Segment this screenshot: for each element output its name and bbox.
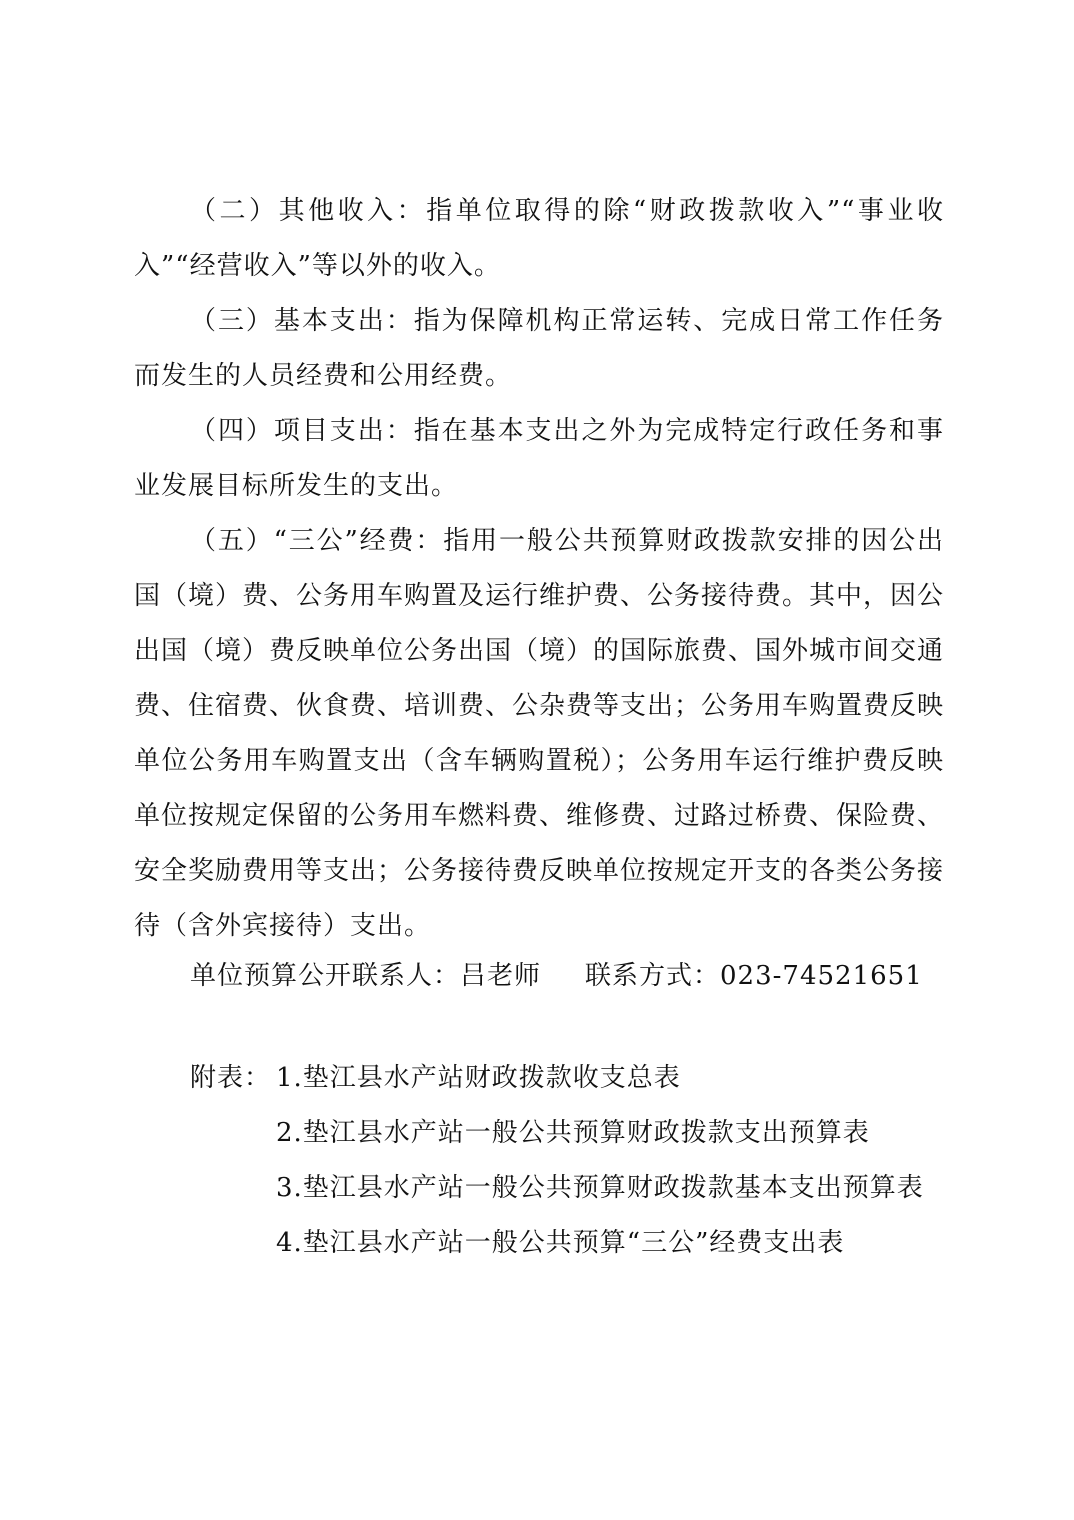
attachments-label: 附表：	[190, 1063, 272, 1093]
paragraph-other-income: （二）其他收入：指单位取得的除“财政拨款收入”“事业收入”“经营收入”等以外的收入。	[134, 196, 944, 281]
attachment-item: 1.垫江县水产站财政拨款收支总表	[276, 1063, 681, 1093]
paragraph-basic-expenditure: （三）基本支出：指为保障机构正常运转、完成日常工作任务而发生的人员经费和公用经费。	[134, 306, 944, 391]
attachment-row	[190, 1106, 950, 1161]
body-text	[134, 184, 944, 954]
attachment-item: 2.垫江县水产站一般公共预算财政拨款支出预算表	[276, 1118, 870, 1148]
contact-method: 联系方式：023-74521651	[585, 961, 923, 991]
attachments-label-spacer	[190, 1216, 276, 1271]
contact-person: 单位预算公开联系人：吕老师	[190, 961, 542, 991]
attachment-row	[190, 1051, 950, 1106]
attachment-item: 3.垫江县水产站一般公共预算财政拨款基本支出预算表	[276, 1173, 924, 1203]
attachment-item: 4.垫江县水产站一般公共预算“三公”经费支出表	[276, 1228, 845, 1258]
paragraph-three-public-expenses: （五）“三公”经费：指用一般公共预算财政拨款安排的因公出国（境）费、公务用车购置及运行维护费、公务接待费。其中，因公出国（境）费反映单位公务出国（境）的国际旅费、国外城市间交通费、住宿费、伙食费、培训费、公杂费等支出；公务用车购置费反映单位公务用车购置支出（含车辆购置税）；公务用车运行维护费反映单位按规定保留的公务用车燃料费、维修费、过路过桥费、保险费、安全奖励费用等支出；公务接待费反映单位按规定开支的各类公务接待（含外宾接待）支出。	[134, 526, 945, 941]
contact-line	[190, 949, 923, 1004]
paragraph-project-expenditure: （四）项目支出：指在基本支出之外为完成特定行政任务和事业发展目标所发生的支出。	[134, 416, 944, 501]
attachments-label-spacer	[190, 1106, 276, 1161]
attachments-list	[190, 1051, 950, 1271]
attachment-row	[190, 1161, 950, 1216]
attachments-label-spacer	[190, 1161, 276, 1216]
attachment-row	[190, 1216, 950, 1271]
